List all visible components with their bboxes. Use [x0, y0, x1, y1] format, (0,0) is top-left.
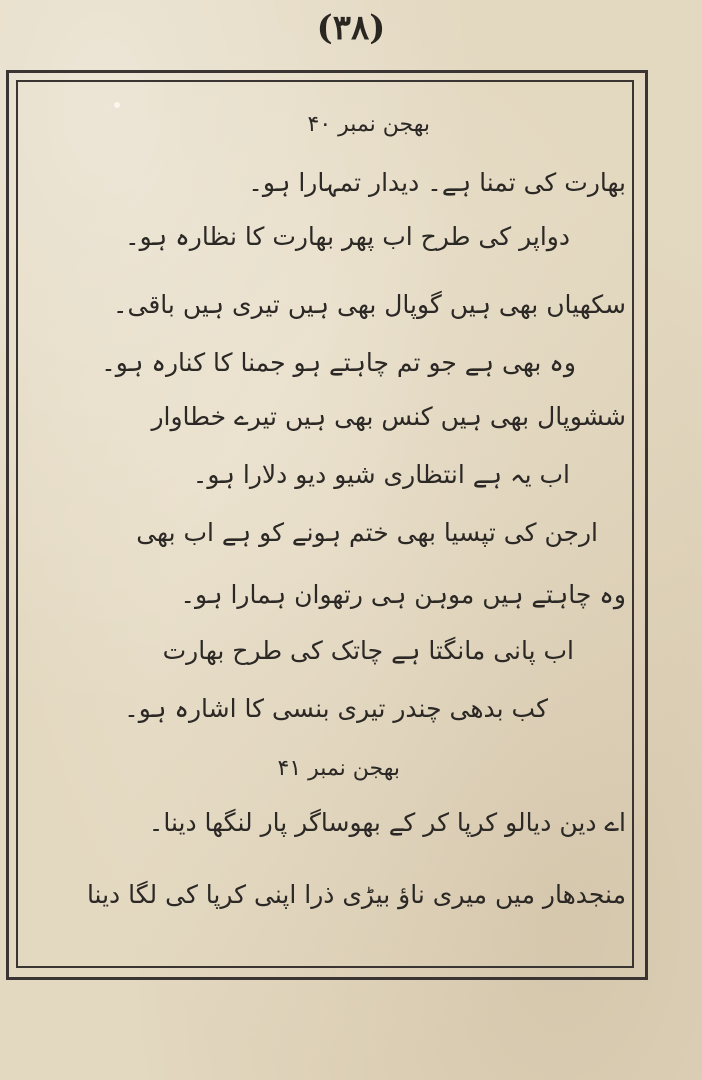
verse-line-9: اب پانی مانگتا ہے چاتک کی طرح بھارت — [162, 636, 574, 665]
verse-line-2: دواپر کی طرح اب پھر بھارت کا نظارہ ہو۔ — [124, 222, 570, 251]
hymn-text-block — [24, 92, 630, 962]
page-number: (۳۸) — [316, 8, 386, 48]
verse-line-5: ششوپال بھی ہیں کنس بھی ہیں تیرے خطاوار — [151, 402, 626, 431]
bhajan-heading-40: بھجن نمبر ۴۰ — [307, 112, 430, 137]
verse-line-10: کب بدھی چندر تیری بنسی کا اشارہ ہو۔ — [124, 694, 548, 723]
verse-line-7: ارجن کی تپسیا بھی ختم ہونے کو ہے اب بھی — [136, 518, 598, 547]
verse-line-3: سکھیاں بھی ہیں گوپال بھی ہیں تیری ہیں باقی۔ — [112, 290, 626, 319]
verse-line-12: منجدھار میں میری ناؤ بیڑی ذرا اپنی کرپا کی لگا دینا — [86, 880, 626, 909]
verse-line-11: اے دین دیالو کرپا کر کے بھوساگر پار لنگھا دینا۔ — [148, 808, 626, 837]
bhajan-heading-41: بھجن نمبر ۴۱ — [277, 756, 400, 781]
verse-line-4: وہ بھی ہے جو تم چاہتے ہو جمنا کا کنارہ ہو۔ — [101, 348, 576, 377]
verse-line-8: وہ چاہتے ہیں موہن ہی رتھوان ہمارا ہو۔ — [180, 580, 626, 609]
verse-line-6: اب یہ ہے انتظاری شیو دیو دلارا ہو۔ — [192, 460, 570, 489]
verse-line-1: بھارت کی تمنا ہے۔ دیدار تمہارا ہو۔ — [248, 168, 626, 197]
